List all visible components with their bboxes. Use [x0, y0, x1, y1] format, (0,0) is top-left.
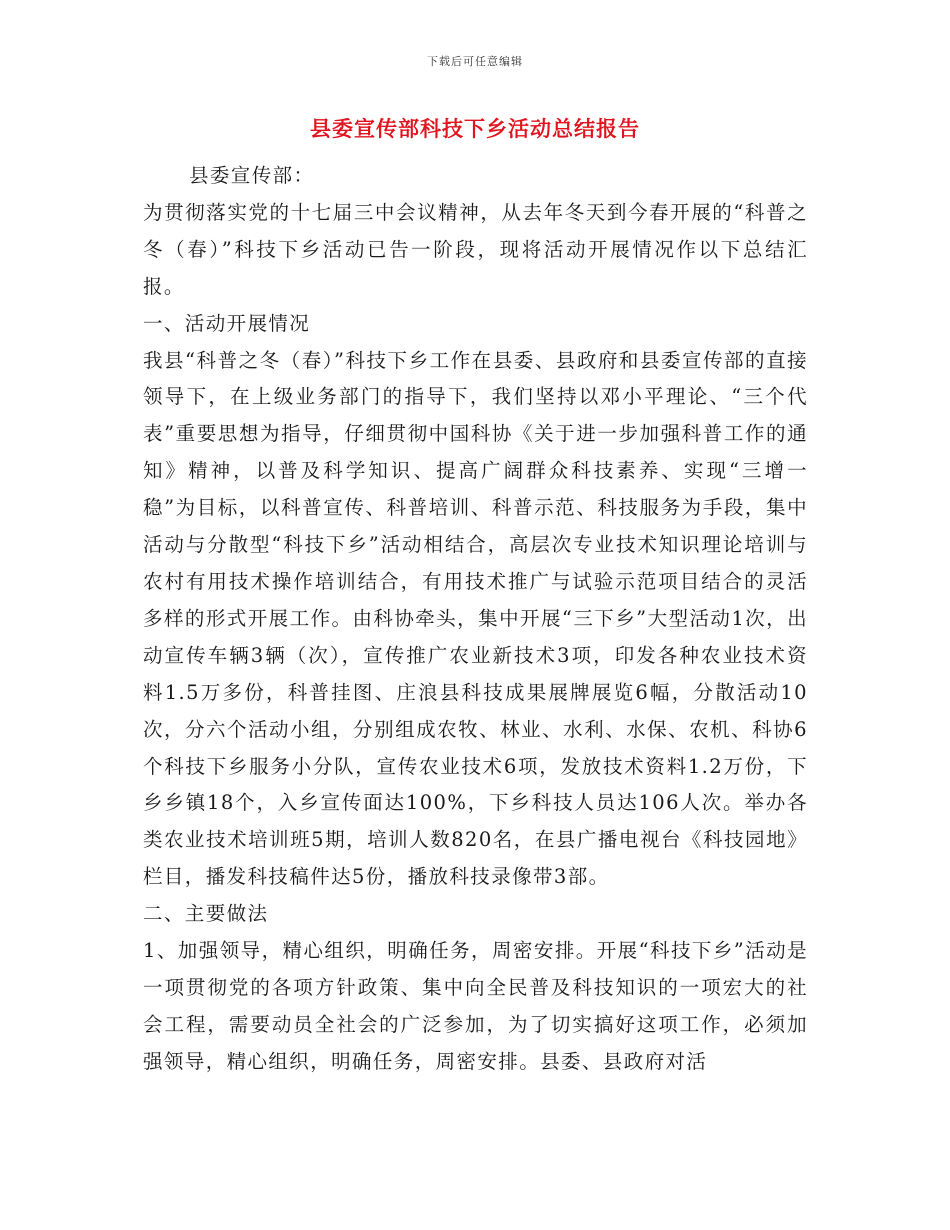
document-title: 县委宣传部科技下乡活动总结报告 — [310, 117, 640, 141]
addressee-line: 县委宣传部： — [189, 164, 315, 187]
section-heading-2: 二、主要做法 — [143, 902, 269, 926]
section-1-paragraph: 我县“科普之冬（春）”科技下乡工作在县委、县政府和县委宣传部的直接领导下，在上级业务部门的指导下，我们坚持以邓小平理论、“三个代表”重要思想为指导，仔细贯彻中国科协《关于进一步加强科普工作的通知》精神，以普及科学知识、提高广阔群众科技素养、实现“三增一稳”为目标，以科普宣传、科普培训、科普示范、科技服务为手段，集中活动与分散型“科技下乡”活动相结合，高层次专业技术知识理论培训与农村有用技术操作培训结合，有用技术推广与试验示范项目结合的灵活多样的形式开展工作。由科协牵头，集中开展“三下乡”大型活动1次，出动宣传车辆3辆（次），宣传推广农业新技术3项，印发各种农业技术资料1.5万多份，科普挂图、庄浪县科技成果展牌展览6幅，分散活动10次，分六个活动小组，分别组成农牧、林业、水利、水保、农机、科协6个科技下乡服务小分队，宣传农业技术6项，发放技术资料1.2万份，下乡乡镇18个，入乡宣传面达100%，下乡科技人员达106人次。举办各类农业技术培训班5期，培训人数820名，在县广播电视台《科技园地》栏目，播发科技稿件达5份，播放科技录像带3部。 — [143, 348, 808, 889]
section-2-paragraph: 1、加强领导，精心组织，明确任务，周密安排。开展“科技下乡”活动是一项贯彻党的各项方针政策、集中向全民普及科技知识的一项宏大的社会工程，需要动员全社会的广泛参加，为了切实搞好这项工作，必须加强领导，精心组织，明确任务，周密安排。县委、县政府对活 — [143, 939, 808, 1073]
header-note: 下载后可任意编辑 — [427, 55, 523, 68]
section-heading-1: 一、活动开展情况 — [143, 311, 311, 335]
document-body — [143, 158, 808, 1081]
intro-paragraph: 为贯彻落实党的十七届三中会议精神，从去年冬天到今春开展的“科普之冬（春）”科技下乡活动已告一阶段，现将活动开展情况作以下总结汇报。 — [143, 200, 808, 298]
